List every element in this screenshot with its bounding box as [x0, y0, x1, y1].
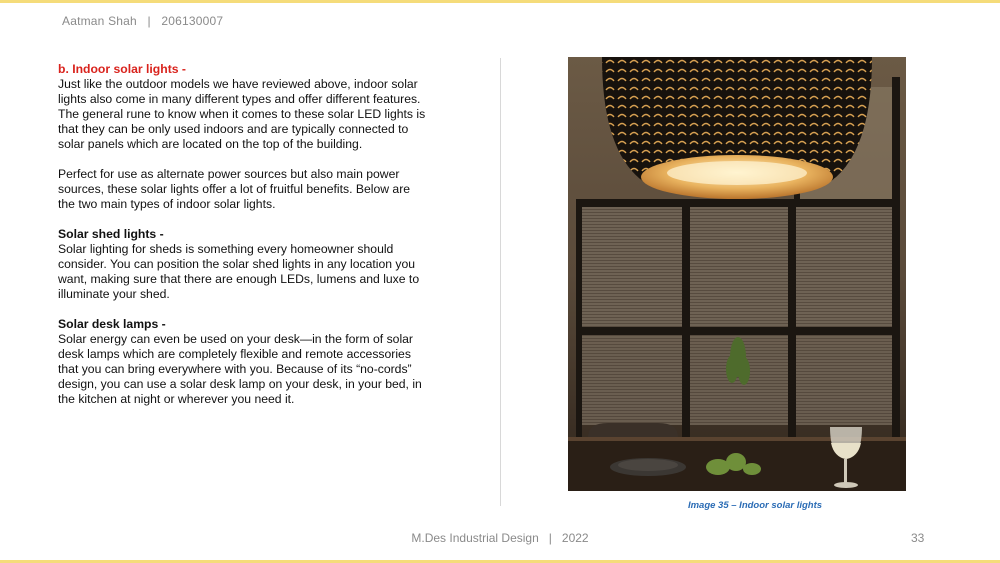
top-accent-bar	[0, 0, 1000, 3]
shed-lights-paragraph	[58, 227, 428, 302]
page-number: 33	[911, 531, 925, 545]
desk-lamps-heading: Solar desk lamps -	[58, 317, 166, 331]
page-header: Aatman Shah | 206130007	[62, 14, 224, 28]
column-divider	[500, 58, 501, 506]
shed-lights-heading: Solar shed lights -	[58, 227, 164, 241]
intro-text: Just like the outdoor models we have reviewed above, indoor solar lights also come in many different types and offer different features. The general rune to know when it comes to these solar LED lights is that they can be only used indoors and are typically connected to solar panels which are located on the top of the building.	[58, 77, 426, 151]
shed-lights-text: Solar lighting for sheds is something every homeowner should consider. You can position the solar shed lights in any location you want, making sure that there are enough LEDs, lumens and luxe to illuminate your shed.	[58, 242, 420, 301]
indoor-solar-light-photo	[568, 57, 906, 491]
page-footer: M.Des Industrial Design | 2022	[411, 531, 589, 545]
intro-paragraph	[58, 62, 428, 152]
image-caption: Image 35 – Indoor solar lights	[687, 500, 823, 511]
section-title: b. Indoor solar lights -	[58, 62, 186, 76]
paragraph-two: Perfect for use as alternate power sources but also main power sources, these solar lights offer a lot of fruitful benefits. Below are the two main types of indoor solar lights.	[58, 167, 411, 211]
desk-lamps-paragraph	[58, 317, 428, 407]
text-column	[58, 62, 428, 422]
desk-lamps-text: Solar energy can even be used on your desk—in the form of solar desk lamps which are completely flexible and remote accessories that you can bring everywhere with you. Because of its “no-cords” design, you can use a solar desk lamp on your desk, in your bed, in the kitchen at night or wherever you need it.	[58, 332, 422, 406]
